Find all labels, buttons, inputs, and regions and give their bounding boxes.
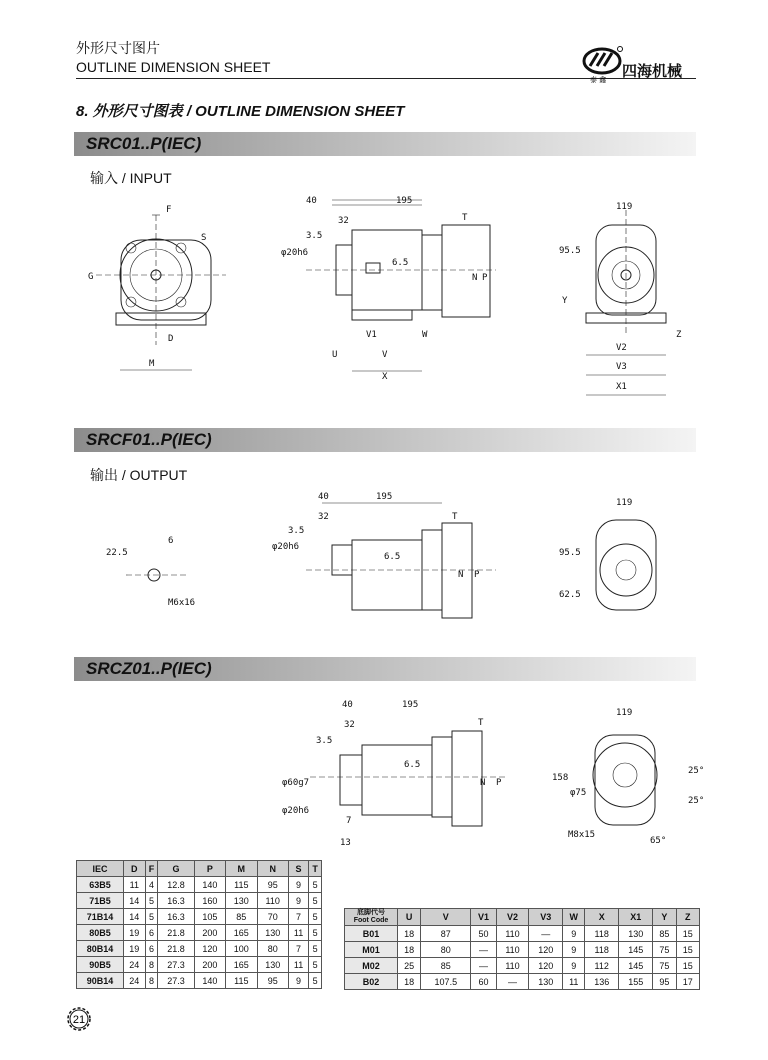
dim-m6x16: M6x16 — [168, 598, 196, 608]
foot-table-row-cell: 118 — [585, 926, 619, 942]
dim-32-b: 32 — [318, 512, 329, 522]
iec-table-row-cell: 6 — [145, 925, 158, 941]
iec-table-row — [77, 909, 322, 925]
iec-table-row-cell: 140 — [194, 973, 225, 989]
srcz01-end-view — [552, 708, 704, 846]
iec-table-row-cell: 14 — [124, 893, 146, 909]
dim-7: 7 — [346, 816, 352, 826]
iec-col-m: M — [226, 861, 257, 877]
iec-table-row-cell: 100 — [226, 941, 257, 957]
foot-col-u: U — [398, 909, 421, 926]
dim-65: 65° — [650, 836, 667, 846]
page-number: 21 — [72, 1014, 86, 1026]
iec-table-row-cell: 7 — [288, 909, 308, 925]
header-title-cn: 外形尺寸图片 — [76, 40, 160, 56]
dim-22-5: 22.5 — [106, 548, 128, 558]
iec-table-row-cell: 115 — [226, 973, 257, 989]
dim-w: W — [422, 330, 428, 340]
foot-col-x1: X1 — [619, 909, 653, 926]
foot-table-row-key: M02 — [345, 958, 398, 974]
foot-table-row-cell: — — [471, 958, 496, 974]
dim-d: D — [168, 334, 174, 344]
dim-x1: X1 — [616, 382, 627, 392]
foot-table-row-cell: 9 — [563, 926, 585, 942]
iec-table-row-cell: 95 — [257, 973, 288, 989]
dim-t-c: T — [478, 718, 484, 728]
iec-table-row-cell: 120 — [194, 941, 225, 957]
foot-table-row-cell: 136 — [585, 974, 619, 990]
dim-t: T — [462, 213, 468, 223]
foot-table-row-key: B01 — [345, 926, 398, 942]
iec-table-row-cell: 9 — [288, 877, 308, 893]
iec-table-row-cell: 160 — [194, 893, 225, 909]
iec-table-row-cell: 5 — [309, 925, 322, 941]
iec-table-row-cell: 200 — [194, 925, 225, 941]
dim-95-5-b: 95.5 — [559, 548, 581, 558]
dim-u: U — [332, 350, 338, 360]
dim-25-a: 25° — [688, 766, 705, 776]
iec-table-row-cell: 5 — [309, 877, 322, 893]
iec-col-n: N — [257, 861, 288, 877]
iec-table-row-cell: 27.3 — [158, 957, 194, 973]
iec-table-row-cell: 21.8 — [158, 941, 194, 957]
foot-header-en: Foot Code — [353, 917, 389, 924]
iec-table-row-cell: 70 — [257, 909, 288, 925]
iec-table-row-cell: 6 — [145, 941, 158, 957]
dim-32: 32 — [338, 216, 349, 226]
foot-col-z: Z — [676, 909, 699, 926]
iec-table-row-key: 80B5 — [77, 925, 124, 941]
foot-table-row-cell: 145 — [619, 942, 653, 958]
foot-table-row-cell: 15 — [676, 958, 699, 974]
foot-table-row — [345, 942, 700, 958]
iec-table-row-cell: 5 — [309, 909, 322, 925]
dim-3-5-b: 3.5 — [288, 526, 305, 536]
iec-table-row-cell: 14 — [124, 909, 146, 925]
dim-s: S — [201, 233, 207, 243]
dim-v1: V1 — [366, 330, 377, 340]
foot-table-row-cell: 85 — [421, 958, 471, 974]
foot-table-row-cell: 75 — [653, 958, 676, 974]
section-title: 8. 外形尺寸图表 / OUTLINE DIMENSION SHEET — [76, 103, 405, 120]
src01-drawing — [76, 195, 696, 405]
foot-table-row-cell: 145 — [619, 958, 653, 974]
iec-table-row-cell: 27.3 — [158, 973, 194, 989]
srcf01-end-view — [559, 498, 656, 610]
iec-table-row-cell: 5 — [309, 941, 322, 957]
dim-n-b: N — [458, 570, 464, 580]
foot-table-row-cell: 95 — [653, 974, 676, 990]
dim-13: 13 — [340, 838, 351, 848]
iec-table-row — [77, 893, 322, 909]
dim-195-c: 195 — [402, 700, 419, 710]
foot-table-row-cell: 18 — [398, 974, 421, 990]
iec-table-row-cell: 16.3 — [158, 909, 194, 925]
dim-119-a: 119 — [616, 202, 633, 212]
dim-p: P — [482, 273, 488, 283]
dim-3-5-c: 3.5 — [316, 736, 333, 746]
foot-table-row-cell: 17 — [676, 974, 699, 990]
series-band-srcz01 — [74, 657, 696, 681]
dim-g: G — [88, 272, 94, 282]
series-band-src01 — [74, 132, 696, 156]
iec-table-row-cell: 140 — [194, 877, 225, 893]
dim-phi20h6-c: φ20h6 — [282, 806, 310, 816]
dim-p-c: P — [496, 778, 502, 788]
dim-p-b: P — [474, 570, 480, 580]
foot-table-row-cell: 50 — [471, 926, 496, 942]
foot-table-row-cell: — — [529, 926, 563, 942]
series-label: SRCZ01..P(IEC) — [86, 659, 212, 678]
foot-code-table — [344, 908, 700, 990]
iec-table-row-cell: 7 — [288, 941, 308, 957]
iec-table-row-key: 90B14 — [77, 973, 124, 989]
dim-6-5-b: 6.5 — [384, 552, 401, 562]
iec-col-g: G — [158, 861, 194, 877]
iec-table-row-cell: 5 — [309, 893, 322, 909]
foot-table-row-key: B02 — [345, 974, 398, 990]
dim-v3: V3 — [616, 362, 627, 372]
iec-table-row-cell: 11 — [124, 877, 146, 893]
dim-v2: V2 — [616, 343, 627, 353]
foot-table-row-cell: 60 — [471, 974, 496, 990]
dim-62-5: 62.5 — [559, 590, 581, 600]
iec-dimension-table — [76, 860, 322, 989]
iec-table-row-cell: 130 — [226, 893, 257, 909]
logo-subtext: 泰 鑫 — [590, 76, 607, 84]
foot-table-row-cell: 9 — [563, 942, 585, 958]
dim-t-b: T — [452, 512, 458, 522]
input-subtitle: 输入 / INPUT — [90, 170, 172, 186]
dim-25-b: 25° — [688, 796, 705, 806]
iec-table-row-key: 80B14 — [77, 941, 124, 957]
foot-table-row-cell: 80 — [421, 942, 471, 958]
foot-col-w: W — [563, 909, 585, 926]
foot-table-row-cell: 9 — [563, 958, 585, 974]
series-label: SRCF01..P(IEC) — [86, 430, 212, 449]
foot-header-cn: 底脚代号 — [357, 909, 385, 916]
series-label: SRC01..P(IEC) — [86, 134, 202, 153]
foot-table-row-cell: 120 — [529, 958, 563, 974]
dim-32-c: 32 — [344, 720, 355, 730]
dim-40: 40 — [306, 196, 317, 206]
iec-table-row-cell: 80 — [257, 941, 288, 957]
dim-phi20h6: φ20h6 — [281, 248, 309, 258]
iec-table-row — [77, 941, 322, 957]
foot-table-row-cell: 11 — [563, 974, 585, 990]
dim-95-5-a: 95.5 — [559, 246, 581, 256]
iec-table-row-cell: 5 — [309, 973, 322, 989]
iec-table-row-cell: 115 — [226, 877, 257, 893]
dim-f: F — [166, 205, 172, 215]
header-title-en: OUTLINE DIMENSION SHEET — [76, 59, 271, 75]
foot-table-row-cell: 18 — [398, 926, 421, 942]
dim-phi60g7: φ60g7 — [282, 778, 310, 788]
iec-table-row-cell: 11 — [288, 925, 308, 941]
foot-col-x: X — [585, 909, 619, 926]
iec-table-row-cell: 9 — [288, 893, 308, 909]
iec-table-row-cell: 95 — [257, 877, 288, 893]
src01-input-front-view — [88, 205, 226, 370]
page-number-gear-icon — [64, 1004, 94, 1034]
iec-col-d: D — [124, 861, 146, 877]
iec-table-row-cell: 5 — [145, 893, 158, 909]
dim-y: Y — [562, 296, 568, 306]
foot-table-row-cell: 110 — [496, 942, 529, 958]
iec-table-row — [77, 973, 322, 989]
srcf01-drawing — [76, 485, 696, 635]
iec-table-row-cell: 130 — [257, 957, 288, 973]
iec-table-row — [77, 877, 322, 893]
iec-table-row-cell: 4 — [145, 877, 158, 893]
dim-195-b: 195 — [376, 492, 393, 502]
iec-col-t: T — [309, 861, 322, 877]
foot-col-v2: V2 — [496, 909, 529, 926]
dim-phi20h6-b: φ20h6 — [272, 542, 300, 552]
foot-table-row — [345, 958, 700, 974]
foot-table-row-cell: 110 — [496, 926, 529, 942]
brand-name: 四海机械 — [622, 63, 683, 80]
iec-table-row-cell: 24 — [124, 957, 146, 973]
foot-col-v: V — [421, 909, 471, 926]
iec-table-row-cell: 11 — [288, 957, 308, 973]
srcf01-side-view — [272, 492, 496, 618]
iec-table-row-cell: 85 — [226, 909, 257, 925]
iec-table-row-cell: 110 — [257, 893, 288, 909]
iec-table-row-cell: 24 — [124, 973, 146, 989]
dim-v: V — [382, 350, 388, 360]
iec-table-row-cell: 8 — [145, 957, 158, 973]
foot-col-v3: V3 — [529, 909, 563, 926]
iec-table-row-cell: 21.8 — [158, 925, 194, 941]
dim-119-b: 119 — [616, 498, 633, 508]
iec-col-f: F — [145, 861, 158, 877]
iec-table-row-key: 90B5 — [77, 957, 124, 973]
foot-table-row-cell: 118 — [585, 942, 619, 958]
dim-3-5: 3.5 — [306, 231, 323, 241]
foot-table-row-cell: 18 — [398, 942, 421, 958]
foot-table-row-cell: 110 — [496, 958, 529, 974]
output-subtitle: 输出 / OUTPUT — [90, 467, 188, 483]
foot-col-v1: V1 — [471, 909, 496, 926]
iec-table-row — [77, 925, 322, 941]
iec-table-row-cell: 12.8 — [158, 877, 194, 893]
dim-m: M — [149, 359, 155, 369]
iec-table-row-cell: 165 — [226, 925, 257, 941]
foot-table-row-cell: 15 — [676, 926, 699, 942]
iec-table-header-row — [77, 861, 322, 877]
iec-col-p: P — [194, 861, 225, 877]
iec-table-row-key: 71B14 — [77, 909, 124, 925]
foot-table-row-cell: 87 — [421, 926, 471, 942]
dim-158: 158 — [552, 773, 569, 783]
foot-table-row-cell: 155 — [619, 974, 653, 990]
foot-table-header-row — [345, 909, 700, 926]
dim-z: Z — [676, 330, 682, 340]
iec-table-row-cell: 200 — [194, 957, 225, 973]
iec-table-row-cell: 105 — [194, 909, 225, 925]
dim-x: X — [382, 372, 388, 382]
foot-table-row-cell: 130 — [529, 974, 563, 990]
iec-table-row-cell: 19 — [124, 941, 146, 957]
foot-table-row-cell: — — [496, 974, 529, 990]
foot-table-row-cell: 15 — [676, 942, 699, 958]
foot-table-row-cell: 85 — [653, 926, 676, 942]
iec-table-row-key: 63B5 — [77, 877, 124, 893]
foot-table-row-cell: 130 — [619, 926, 653, 942]
iec-table-row-cell: 5 — [145, 909, 158, 925]
dim-m8x15: M8x15 — [568, 830, 596, 840]
foot-table-row — [345, 926, 700, 942]
foot-table-row-cell: 107.5 — [421, 974, 471, 990]
foot-table-row — [345, 974, 700, 990]
iec-table-row-cell: 5 — [309, 957, 322, 973]
foot-table-row-cell: 25 — [398, 958, 421, 974]
dim-6: 6 — [168, 536, 174, 546]
foot-col-y: Y — [653, 909, 676, 926]
srcf01-output-shaft-view — [106, 536, 195, 608]
iec-table-row-cell: 8 — [145, 973, 158, 989]
iec-table-row-cell: 16.3 — [158, 893, 194, 909]
foot-table-row-cell: 112 — [585, 958, 619, 974]
dim-40-c: 40 — [342, 700, 353, 710]
dim-n-c: N — [480, 778, 486, 788]
iec-table-row-cell: 9 — [288, 973, 308, 989]
series-band-srcf01 — [74, 428, 696, 452]
iec-table-row-cell: 130 — [257, 925, 288, 941]
dim-6-5-c: 6.5 — [404, 760, 421, 770]
srcz01-drawing — [280, 695, 705, 855]
iec-col-s: S — [288, 861, 308, 877]
dim-195: 195 — [396, 196, 413, 206]
iec-table-row-cell: 19 — [124, 925, 146, 941]
srcz01-side-view — [282, 700, 505, 848]
iec-table-row — [77, 957, 322, 973]
iec-table-row-cell: 165 — [226, 957, 257, 973]
foot-table-row-cell: 75 — [653, 942, 676, 958]
dim-119-c: 119 — [616, 708, 633, 718]
foot-table-row-cell: — — [471, 942, 496, 958]
foot-table-row-cell: 120 — [529, 942, 563, 958]
dim-n: N — [472, 273, 478, 283]
iec-table-row-key: 71B5 — [77, 893, 124, 909]
dim-40-b: 40 — [318, 492, 329, 502]
dim-phi75: φ75 — [570, 788, 587, 798]
foot-table-row-key: M01 — [345, 942, 398, 958]
dim-6-5: 6.5 — [392, 258, 409, 268]
src01-input-side-view — [281, 196, 496, 382]
src01-input-end-view — [559, 202, 682, 395]
iec-col-iec: IEC — [77, 861, 124, 877]
